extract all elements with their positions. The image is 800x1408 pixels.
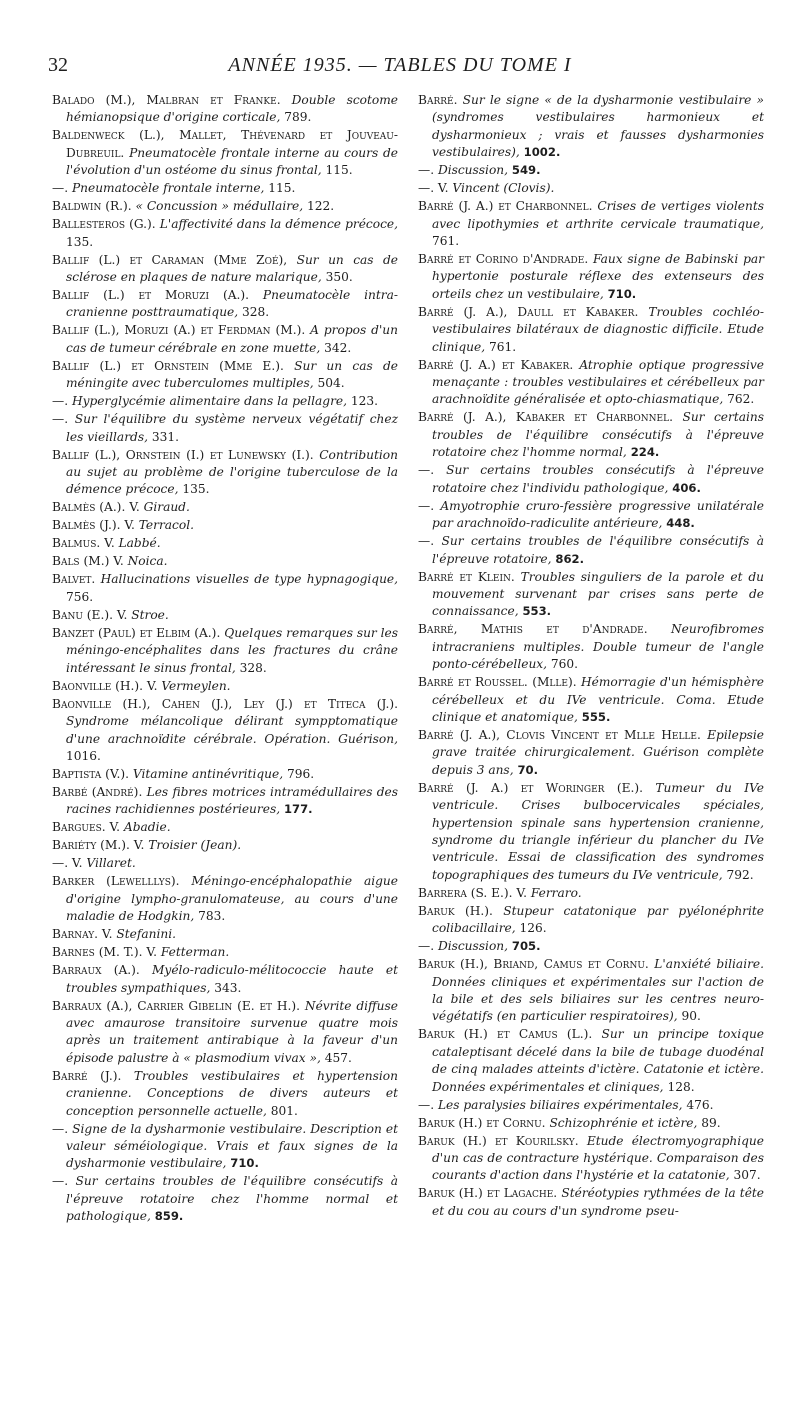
entry-title: Villaret. bbox=[86, 856, 136, 871]
entry-page: 115. bbox=[325, 163, 353, 178]
entry-authors: —. bbox=[418, 163, 435, 178]
entry-page: 783. bbox=[198, 909, 226, 924]
entry-authors: Barbé (André). bbox=[52, 784, 143, 799]
entry-page: 1016. bbox=[66, 748, 101, 763]
index-entry bbox=[52, 358, 398, 393]
entry-title: Sur un cas de méningite avec tuberculomes multiples, bbox=[66, 358, 399, 391]
entry-page: 328. bbox=[239, 660, 267, 675]
index-entry bbox=[418, 1097, 764, 1114]
entry-title: Noica. bbox=[127, 554, 168, 569]
entry-title: Pneumatocèle frontale interne, bbox=[71, 181, 265, 196]
entry-title: Terracol. bbox=[138, 518, 194, 533]
entry-authors: Balmus. V. bbox=[52, 536, 115, 551]
entry-title: Les fibres motrices intramédullaires des racines rachidiennes postérieures, bbox=[66, 784, 398, 817]
entry-authors: Bargues. V. bbox=[52, 820, 121, 835]
entry-page: 859. bbox=[154, 1209, 184, 1224]
index-entry bbox=[52, 287, 398, 322]
entry-page: 555. bbox=[581, 709, 611, 724]
entry-page: 1002. bbox=[523, 145, 561, 160]
index-entry bbox=[52, 127, 398, 179]
index-entry bbox=[418, 938, 764, 955]
index-entry bbox=[418, 1115, 764, 1132]
index-entry bbox=[418, 885, 764, 902]
entry-page: 126. bbox=[519, 921, 547, 936]
entry-page: 343. bbox=[214, 980, 242, 995]
entry-title: Crises de vertiges violents avec lipothymies et arthrite cervicale traumatique, bbox=[432, 199, 764, 231]
index-entry bbox=[418, 903, 764, 938]
index-entry bbox=[52, 926, 398, 943]
entry-authors: Barré et Corino d'Andrade. bbox=[418, 252, 589, 267]
entry-page: 128. bbox=[667, 1079, 695, 1094]
entry-title: Méningo-encéphalopathie aigue d'origine lympho-granulomateuse, au cours d'une maladie de Hodgkin, bbox=[66, 874, 398, 924]
entry-page: 224. bbox=[630, 445, 660, 460]
index-entry bbox=[418, 674, 764, 726]
entry-title: « Concussion » médullaire, bbox=[135, 199, 304, 214]
index-entry bbox=[52, 1121, 398, 1173]
index-entry bbox=[52, 517, 398, 534]
entry-title: Sur certains troubles de l'équilibre consécutifs à l'épreuve rotatoire chez l'homme normal, bbox=[432, 410, 764, 460]
entry-authors: —. bbox=[52, 1174, 69, 1189]
entry-title: Hyperglycémie alimentaire dans la pellagre, bbox=[71, 394, 347, 409]
entry-title: Vermeylen. bbox=[161, 678, 231, 693]
entry-authors: Barré (J. A.) et Kabaker. bbox=[418, 357, 574, 372]
index-entry bbox=[418, 462, 764, 497]
entry-authors: —. bbox=[418, 1097, 435, 1112]
entry-page: 796. bbox=[286, 766, 315, 781]
entry-authors: Barré (J. A.) et Woringer (E.). bbox=[418, 780, 643, 795]
entry-title: Troubles cochléo-vestibulaires bilatéraux de diagnostic difficile. Etude clinique, bbox=[432, 304, 764, 354]
entry-title: Fetterman. bbox=[160, 945, 230, 960]
entry-title: Discussion, bbox=[437, 163, 509, 178]
entry-page: 710. bbox=[230, 1156, 259, 1171]
entry-page: 135. bbox=[182, 482, 210, 497]
index-entry bbox=[52, 944, 398, 961]
entry-page: 307. bbox=[733, 1168, 761, 1183]
entry-authors: —. V. bbox=[418, 181, 449, 196]
entry-authors: Barré (J. A.), Clovis Vincent et Mlle Helle. bbox=[418, 727, 701, 742]
index-entry bbox=[52, 607, 398, 624]
index-entry bbox=[52, 571, 398, 606]
entry-title: Pneumatocèle frontale interne au cours de l'évolution d'un ostéome du sinus frontal, bbox=[66, 145, 398, 178]
entry-title: L'affectivité dans la démence précoce, bbox=[159, 217, 399, 232]
entry-title: L'anxiété biliaire. Données cliniques et expérimentales sur l'action de la bile et des sels biliaires sur les centres neuro-végétatifs (en particulier respiratoires), bbox=[432, 957, 765, 1024]
entry-title: Abadie. bbox=[123, 820, 171, 835]
entry-title: Hallucinations visuelles de type hypnagogique, bbox=[100, 572, 399, 587]
index-entry bbox=[418, 780, 764, 884]
entry-title: Troisier (Jean). bbox=[148, 838, 242, 853]
index-entry bbox=[52, 180, 398, 197]
entry-page: 553. bbox=[522, 604, 552, 619]
entry-title: Amyotrophie cruro-fessière progressive unilatérale par arachnoïdo-radiculite antérieure, bbox=[432, 498, 764, 531]
entry-authors: Barré (J.). bbox=[52, 1068, 122, 1083]
entry-authors: —. bbox=[52, 1121, 69, 1136]
entry-page: 762. bbox=[727, 392, 755, 407]
running-title: ANNÉE 1935. — TABLES DU TOME I bbox=[228, 54, 572, 76]
entry-authors: Banzet (Paul) et Elbim (A.). bbox=[52, 625, 221, 640]
entry-authors: Barré et Klein. bbox=[418, 569, 515, 584]
entry-page: 476. bbox=[686, 1097, 714, 1112]
entry-page: 331. bbox=[151, 429, 179, 444]
entry-authors: Barré (J. A.) et Charbonnel. bbox=[418, 199, 593, 214]
entry-title: Faux signe de Babinski par hypertonie posturale réflexe des extenseurs des orteils chez un vestibulaire, bbox=[432, 252, 764, 301]
entry-title: Stroe. bbox=[131, 607, 169, 622]
entry-title: Vitamine antinévritique, bbox=[132, 766, 284, 781]
entry-title: Myélo-radiculo-mélitococcie haute et troubles sympathiques, bbox=[66, 963, 398, 995]
entry-title: Tumeur du IVe ventricule. Crises bulbocervicales spéciales, hypertension spinale sans hypertension cranienne, syndrome du triangle inférieur du plancher du IVe ventricule. Essai de classification des syndromes topographiques des tumeurs du IVe ventricule, bbox=[432, 780, 765, 882]
entry-title: Neurofibromes intracraniens multiples. Double tumeur de l'angle ponto-cérébelleux, bbox=[432, 622, 764, 672]
index-entry bbox=[418, 92, 764, 162]
entry-authors: —. bbox=[418, 534, 435, 549]
index-entry bbox=[52, 678, 398, 695]
index-entry bbox=[52, 696, 398, 766]
entry-title: Troubles vestibulaires et hypertension cranienne. Conceptions de divers auteurs et conception personnelle actuelle, bbox=[66, 1068, 398, 1118]
entry-page: 123. bbox=[350, 394, 378, 409]
index-entry bbox=[52, 447, 398, 499]
entry-page: 457. bbox=[324, 1050, 352, 1065]
index-entry bbox=[418, 198, 764, 250]
entry-title: Sur un cas de sclérose en plaques de nature malarique, bbox=[66, 252, 398, 285]
right-column bbox=[418, 92, 764, 1221]
entry-authors: Balmès (A.). V. bbox=[52, 500, 140, 515]
entry-title: Quelques remarques sur les méningo-encéphalites dans les fractures du crâne intéressant le sinus frontal, bbox=[66, 625, 398, 675]
entry-title: Epilepsie grave traitée chirurgicalement. Guérison complète depuis 3 ans, bbox=[432, 727, 765, 777]
index-entry bbox=[418, 956, 764, 1026]
entry-title: Ferraro. bbox=[530, 885, 582, 900]
index-entry bbox=[418, 180, 764, 197]
index-entry bbox=[52, 92, 398, 127]
entry-title: Sur certains troubles consécutifs à l'épreuve rotatoire chez l'individu pathologique, bbox=[432, 463, 765, 495]
entry-authors: Ballif (L.), Moruzi (A.) et Ferdman (M.). bbox=[52, 323, 306, 338]
entry-page: 761. bbox=[432, 234, 460, 249]
entry-authors: Baruk (H.) et Lagache. bbox=[418, 1186, 558, 1201]
index-entry bbox=[418, 162, 764, 179]
index-entry bbox=[52, 625, 398, 677]
index-entry bbox=[418, 409, 764, 461]
index-entry bbox=[52, 393, 398, 410]
entry-page: 406. bbox=[672, 480, 701, 495]
entry-authors: Baruk (H.), Briand, Camus et Cornu. bbox=[418, 957, 649, 972]
entry-page: 862. bbox=[555, 551, 584, 566]
entry-authors: Baruk (H.) et Camus (L.). bbox=[418, 1027, 593, 1042]
entry-authors: Barré et Roussel. (Mlle). bbox=[418, 675, 577, 690]
entry-authors: Barré, Mathis et d'Andrade. bbox=[418, 622, 648, 637]
entry-authors: Baptista (V.). bbox=[52, 766, 130, 781]
entry-authors: Balvet. bbox=[52, 572, 96, 587]
entry-title: Sur certains troubles de l'équilibre consécutifs à l'épreuve rotatoire, bbox=[432, 534, 764, 566]
index-entry bbox=[52, 322, 398, 357]
entry-page: 705. bbox=[511, 939, 541, 954]
index-entry bbox=[52, 499, 398, 516]
entry-page: 350. bbox=[325, 270, 353, 285]
entry-title: Névrite diffuse avec amaurose transitoire survenue quatre mois après un traitement antirabique à la faveur d'un épisode palustre à « plasmodium vivax », bbox=[66, 998, 399, 1065]
entry-title: Stéréotypies rythmées de la tête et du cou au cours d'un syndrome pseu- bbox=[432, 1186, 765, 1218]
entry-authors: Ballesteros (G.). bbox=[52, 217, 156, 232]
entry-title: Sur un principe toxique cataleptisant décelé dans la bile de tubage duodénal de cinq malades atteints d'ictère. Catatonie et ictère. Données expérimentales et cliniques, bbox=[432, 1027, 765, 1094]
entry-title: Discussion, bbox=[437, 939, 509, 954]
entry-page: 342. bbox=[324, 340, 352, 355]
index-entry bbox=[52, 784, 398, 819]
entry-authors: Barré. bbox=[418, 93, 458, 107]
entry-authors: Barker (Lewelllys). bbox=[52, 874, 180, 889]
entry-authors: —. bbox=[52, 181, 69, 196]
index-entry bbox=[418, 304, 764, 356]
entry-page: 135. bbox=[66, 234, 94, 249]
entry-authors: Baldenweck (L.), Mallet, Thévenard et Jouveau-Dubreuil. bbox=[52, 128, 398, 160]
entry-authors: Baldwin (R.). bbox=[52, 199, 132, 214]
index-entry bbox=[52, 766, 398, 783]
entry-authors: Barraux (A.), Carrier Gibelin (E. et H.). bbox=[52, 998, 301, 1013]
entry-title: Sur l'équilibre du système nerveux végétatif chez les vieillards, bbox=[66, 412, 399, 444]
entry-authors: Banu (E.). V. bbox=[52, 607, 128, 622]
index-entry bbox=[418, 533, 764, 568]
index-entry bbox=[52, 855, 398, 872]
index-entry bbox=[52, 837, 398, 854]
entry-authors: Barraux (A.). bbox=[52, 963, 140, 978]
entry-title: Stupeur catatonique par pyélonéphrite colibacillaire, bbox=[432, 903, 764, 936]
entry-title: Les paralysies biliaires expérimentales, bbox=[437, 1097, 683, 1112]
index-entry bbox=[52, 873, 398, 925]
entry-authors: —. bbox=[418, 939, 435, 954]
index-entry bbox=[52, 535, 398, 552]
entry-page: 792. bbox=[726, 867, 754, 882]
entry-page: 789. bbox=[284, 110, 312, 125]
entry-title: Hémorragie d'un hémisphère cérébelleux et du IVe ventricule. Coma. Etude clinique et anatomique, bbox=[432, 675, 764, 724]
entry-authors: Balmès (J.). V. bbox=[52, 518, 135, 533]
entry-page: 801. bbox=[270, 1103, 298, 1118]
index-entry bbox=[52, 1068, 398, 1120]
entry-authors: —. bbox=[52, 394, 69, 409]
index-entry bbox=[418, 727, 764, 779]
entry-page: 760. bbox=[550, 657, 579, 672]
page-header bbox=[40, 48, 760, 78]
index-entry bbox=[52, 1173, 398, 1225]
entry-page: 549. bbox=[511, 163, 541, 178]
entry-title: Syndrome mélancolique délirant sympptomatique d'une arachnoïdite cérébrale. Opération. Guérison, bbox=[66, 714, 398, 746]
left-column bbox=[52, 92, 398, 1226]
index-entry bbox=[418, 251, 764, 303]
entry-page: 122. bbox=[307, 199, 335, 214]
index-entry bbox=[52, 998, 398, 1068]
entry-title: Giraud. bbox=[143, 500, 190, 515]
entry-title: Schizophrénie et ictère, bbox=[549, 1115, 698, 1130]
entry-title: Pneumatocèle intra-cranienne posttraumatique, bbox=[66, 288, 399, 320]
entry-authors: Bariéty (M.). V. bbox=[52, 838, 145, 853]
entry-title: Vincent (Clovis). bbox=[452, 181, 555, 196]
entry-authors: —. bbox=[52, 412, 69, 427]
entry-authors: Baruk (H.). bbox=[418, 903, 493, 918]
index-entry bbox=[418, 357, 764, 409]
entry-authors: Barré (J. A.), Daull et Kabaker. bbox=[418, 304, 639, 319]
index-entry bbox=[52, 553, 398, 570]
entry-authors: Barnes (M. T.). V. bbox=[52, 945, 157, 960]
entry-authors: Balado (M.), Malbran et Franke. bbox=[52, 93, 281, 107]
entry-title: Etude électromyographique d'un cas de contracture hystérique. Comparaison des courants d'action dans l'hystérie et la catatonie, bbox=[432, 1133, 764, 1183]
entry-title: Sur le signe « de la dysharmonie vestibulaire » (syndromes vestibulaires harmonieux et dysharmonieux ; vrais et fausses dysharmonies vestibulaires), bbox=[432, 93, 764, 160]
entry-authors: Barnay. V. bbox=[52, 927, 113, 942]
entry-title: Contribution au sujet au problème de l'origine tuberculose de la démence précoce, bbox=[66, 447, 398, 497]
index-entry bbox=[418, 498, 764, 533]
entry-authors: Baruk (H.) et Cornu. bbox=[418, 1115, 546, 1130]
entry-authors: Ballif (L.) et Moruzi (A.). bbox=[52, 288, 249, 303]
entry-page: 89. bbox=[701, 1115, 721, 1130]
index-entry bbox=[52, 198, 398, 215]
entry-authors: Baonville (H.). V. bbox=[52, 678, 158, 693]
entry-authors: Ballif (L.) et Ornstein (Mme E.). bbox=[52, 358, 284, 373]
entry-title: A propos d'un cas de tumeur cérébrale en zone muette, bbox=[66, 323, 398, 355]
entry-authors: Bals (M.) V. bbox=[52, 554, 124, 569]
entry-page: 90. bbox=[681, 1009, 701, 1024]
entry-page: 756. bbox=[66, 589, 94, 604]
entry-authors: Ballif (L.) et Caraman (Mme Zoé), bbox=[52, 252, 288, 267]
index-entry bbox=[418, 1133, 764, 1185]
entry-authors: —. bbox=[418, 463, 435, 478]
entry-title: Labbé. bbox=[118, 536, 161, 551]
entry-page: 504. bbox=[317, 376, 345, 391]
entry-page: 448. bbox=[666, 516, 695, 531]
entry-page: 328. bbox=[242, 305, 270, 320]
index-entry bbox=[52, 411, 398, 446]
index-entry bbox=[418, 1185, 764, 1220]
entry-page: 115. bbox=[268, 181, 296, 196]
entry-title: Troubles singuliers de la parole et du mouvement survenant par crises sans perte de connaissance, bbox=[432, 569, 765, 619]
entry-page: 70. bbox=[517, 762, 538, 777]
entry-page: 761. bbox=[488, 339, 517, 354]
entry-authors: —. V. bbox=[52, 856, 83, 871]
entry-title: Atrophie optique progressive menaçante : troubles vestibulaires et cérébelleux par arachnoïdite généralisée et opto-chiasmatique, bbox=[432, 357, 765, 407]
index-entry bbox=[418, 1026, 764, 1096]
entry-title: Stefanini. bbox=[116, 927, 176, 942]
entry-authors: Baruk (H.) et Kourilsky. bbox=[418, 1133, 579, 1148]
index-entry bbox=[52, 216, 398, 251]
entry-title: Double scotome hémianopsique d'origine corticale, bbox=[66, 93, 398, 125]
entry-authors: Barré (J. A.), Kabaker et Charbonnel. bbox=[418, 410, 673, 425]
entry-page: 177. bbox=[283, 802, 313, 817]
entry-title: Sur certains troubles de l'équilibre consécutifs à l'épreuve rotatoire chez l'homme normal et pathologique, bbox=[66, 1174, 398, 1224]
entry-title: Signe de la dysharmonie vestibulaire. Description et valeur séméiologique. Vrais et faux signes de la dysharmonie vestibulaire, bbox=[66, 1121, 399, 1171]
entry-page: 710. bbox=[607, 286, 637, 301]
entry-authors: Barrera (S. E.). V. bbox=[418, 885, 527, 900]
entry-authors: —. bbox=[418, 498, 435, 513]
index-entry bbox=[52, 819, 398, 836]
entry-authors: Baonville (H.), Cahen (J.), Ley (J.) et Titeca (J.). bbox=[52, 696, 398, 711]
page-number: 32 bbox=[48, 54, 68, 76]
entry-authors: Ballif (L.), Ornstein (I.) et Lunewsky (I.). bbox=[52, 447, 314, 462]
index-entry bbox=[418, 621, 764, 673]
index-entry bbox=[418, 569, 764, 621]
index-entry bbox=[52, 252, 398, 287]
index-entry bbox=[52, 962, 398, 997]
